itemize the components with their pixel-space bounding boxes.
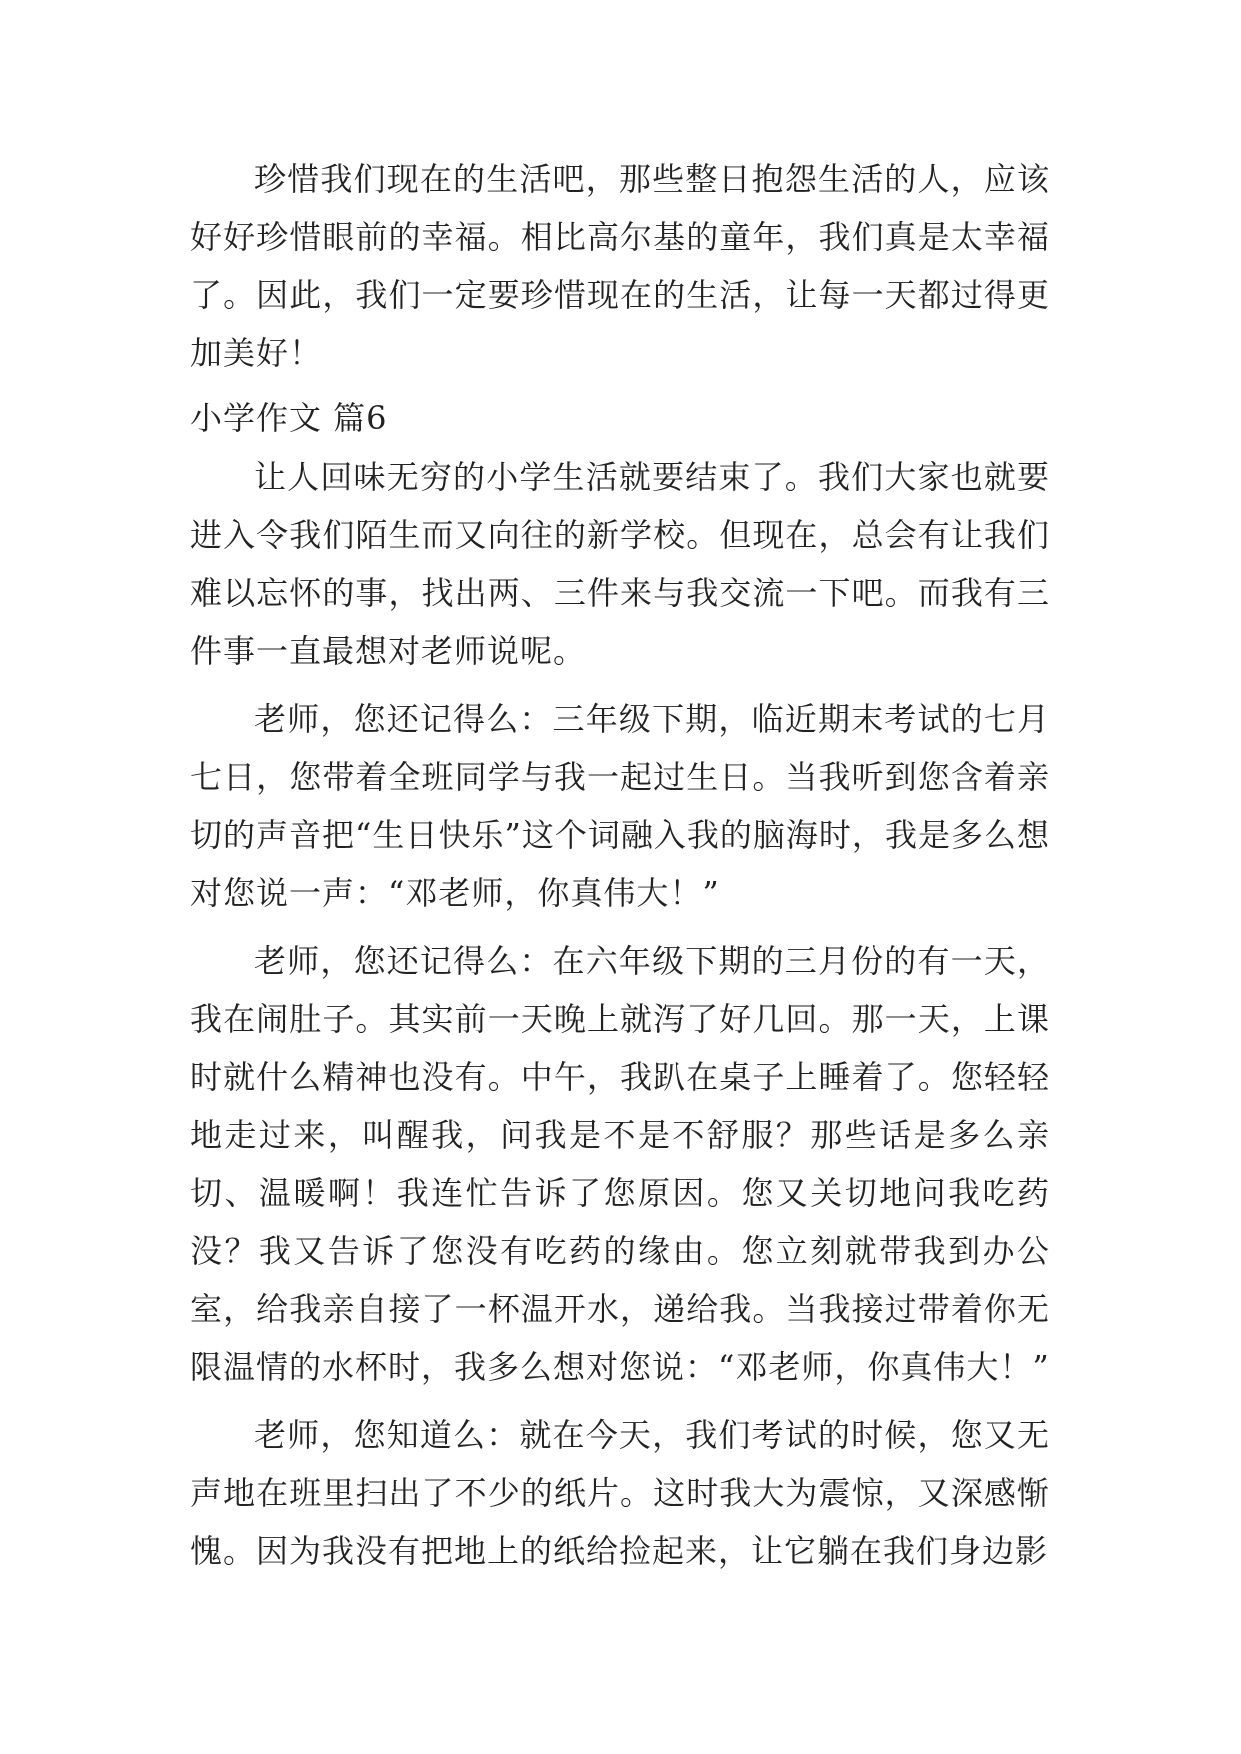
- section-heading: 小学作文 篇6: [190, 399, 388, 437]
- document-page: [190, 150, 1050, 1590]
- paragraph-4: 老师，您还记得么：在六年级下期的三月份的有一天，我在闹肚子。其实前一天晚上就泻了好几回。那一天，上课时就什么精神也没有。中午，我趴在桌子上睡着了。您轻轻地走过来，叫醒我，问我是不是不舒服？那些话是多么亲切、温暖啊！我连忙告诉了您原因。您又关切地问我吃药没？我又告诉了您没有吃药的缘由。您立刻就带我到办公室，给我亲自接了一杯温开水，递给我。当我接过带着你无限温情的水杯时，我多么想对您说：“邓老师，你真伟大！”: [190, 942, 1050, 1386]
- paragraph-3: 老师，您还记得么：三年级下期，临近期末考试的七月七日，您带着全班同学与我一起过生日。当我听到您含着亲切的声音把“生日快乐”这个词融入我的脑海时，我是多么想对您说一声：“邓老师，你真伟大！”: [190, 700, 1050, 912]
- paragraph-1: 珍惜我们现在的生活吧，那些整日抱怨生活的人，应该好好珍惜眼前的幸福。相比高尔基的童年，我们真是太幸福了。因此，我们一定要珍惜现在的生活，让每一天都过得更加美好！: [190, 160, 1050, 372]
- paragraph-2: 让人回味无穷的小学生活就要结束了。我们大家也就要进入令我们陌生而又向往的新学校。但现在，总会有让我们难以忘怀的事，找出两、三件来与我交流一下吧。而我有三件事一直最想对老师说呢。: [190, 458, 1050, 670]
- paragraph-5: 老师，您知道么：就在今天，我们考试的时候，您又无声地在班里扫出了不少的纸片。这时我大为震惊，又深感惭愧。因为我没有把地上的纸给捡起来，让它躺在我们身边影: [190, 1416, 1050, 1570]
